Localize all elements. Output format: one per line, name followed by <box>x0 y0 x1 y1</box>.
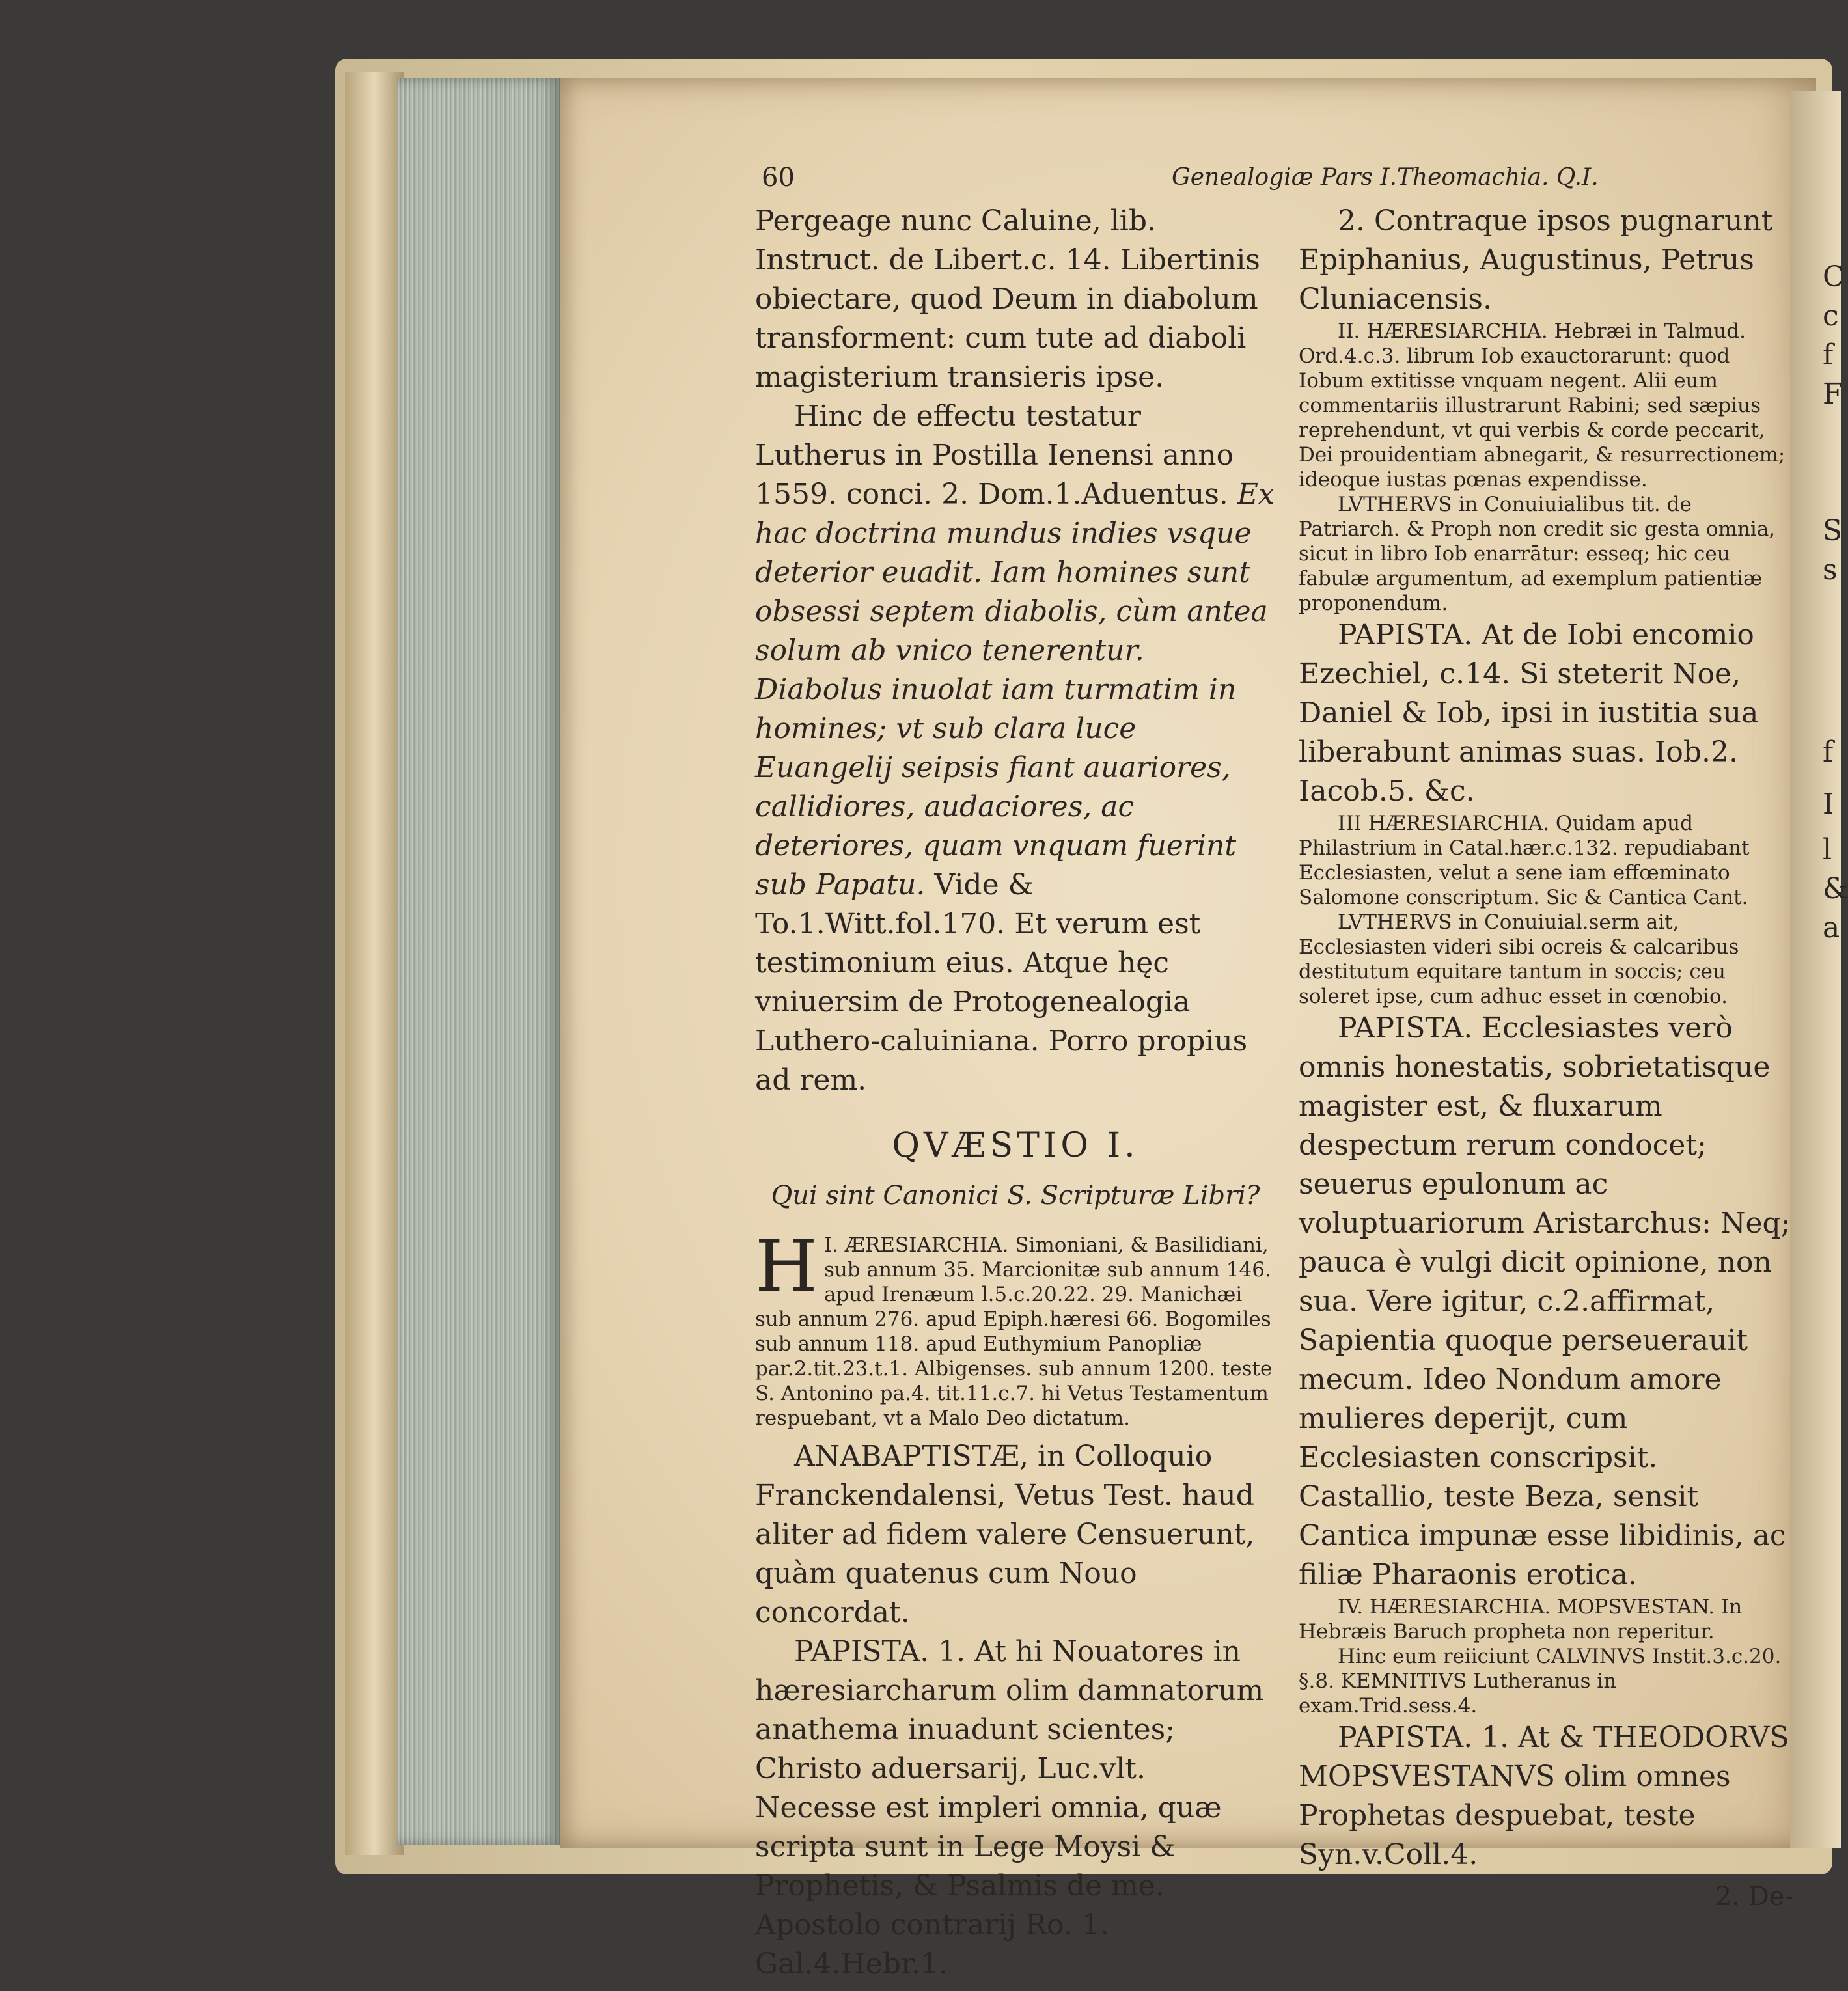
item-paragraph <box>755 1224 1276 1431</box>
next-page-fragment: & <box>1823 872 1848 905</box>
paragraph: LVTHERVS in Conuiuialibus tit. de Patriarch. & Proph non credit sic gesta omnia, sicut in libro Iob enarrātur: esseq; hic ceu fabulæ argumentum, ad exemplum patientiæ proponendum. <box>1299 493 1776 615</box>
running-title: Genealogiæ Pars I.Theomachia. Q.I. <box>1172 164 1599 191</box>
next-page-fragment: I <box>1823 788 1834 821</box>
item-number: I. <box>823 1233 839 1257</box>
paragraph: ANABAPTISTÆ, in Colloquio Franckendalensi, Vetus Test. haud aliter ad fidem valere Censuerunt, quàm quatenus cum Nouo concordat. <box>755 1440 1255 1629</box>
question-subheading: Qui sint Canonici S. Scripturæ Libri? <box>771 1181 1260 1211</box>
next-page-fragment: f <box>1823 338 1834 372</box>
catchword: 2. De- <box>1715 1882 1793 1912</box>
page-number: 60 <box>762 163 795 193</box>
next-page-fragment: l <box>1823 833 1832 866</box>
paragraph <box>755 397 1276 1100</box>
next-page-fragment: S <box>1823 514 1843 547</box>
next-page-fragment: F <box>1823 378 1843 411</box>
item-text: ÆRESIARCHIA. Simoniani, & Basilidiani, sub annum 35. Marcionitæ sub annum 146. apud Irenæum l.5.c.20.22. 29. Manichæi sub annum 276. apud Epiph.hæresi 66. Bogomiles sub annum 118. apud Euthymium Panopliæ par.2.tit.23.t.1. Albigenses. sub annum 1200. teste S. Antonino pa.4. tit.11.c.7. hi Vetus Testamentum respuebant, vt a Malo Deo dictatum. <box>755 1233 1273 1430</box>
drop-capital: H <box>755 1224 818 1308</box>
paragraph: IV. HÆRESIARCHIA. MOPSVESTAN. In Hebræis Baruch propheta non reperitur. <box>1299 1595 1743 1643</box>
paragraph: II. HÆRESIARCHIA. Hebræi in Talmud. Ord.4.c.3. librum Iob exauctorarunt: quod Iobum extitisse vnquam negent. Alii eum commentariis illustrarunt Rabini; sed sæpius reprehendunt, vt qui verbis & corde peccarit, Dei prouidentiam abnegarit, & resurrectionem; ideoque iustas pœnas expendisse. <box>1299 320 1786 491</box>
paragraph: Pergeage nunc Caluine, lib. Instruct. de Libert.c. 14. Libertinis obiectare, quod Deum in diabolum transforment: cum tute ad diaboli magisterium transieris ipse. <box>755 204 1260 394</box>
next-page-fragment: s <box>1823 553 1838 586</box>
question-heading: QVÆSTIO I. <box>892 1126 1139 1165</box>
right-column <box>1299 202 1793 1916</box>
paragraph: PAPISTA. 1. At hi Nouatores in hæresiarcharum olim damnatorum anathema inuadunt scientes; Christo aduersarij, Luc.vlt. Necesse est impleri omnia, quæ scripta sunt in Lege Moysi & Prophetis, & Psalmis de me. Apostolo contrarij Ro. 1. Gal.4.Hebr.1. <box>755 1635 1264 1981</box>
next-page-fragment: a <box>1823 911 1840 944</box>
paragraph: LVTHERVS in Conuiuial.serm ait, Ecclesiasten videri sibi ocreis & calcaribus destitutum equitare tantum in soccis; ceu soleret ipse, cum adhuc esset in cœnobio. <box>1299 911 1739 1008</box>
text-span: Vide & To.1.Witt.fol.170. Et verum est testimonium eius. Atque hęc vniuersim de Protogenealogia Luthero-caluiniana. Porro propius ad rem. <box>755 868 1248 1097</box>
next-page-fragment: C <box>1823 260 1845 294</box>
next-page-edge <box>1790 91 1841 1848</box>
book-spine-edge <box>345 72 404 1855</box>
paragraph: III HÆRESIARCHIA. Quidam apud Philastrium in Catal.hær.c.132. repudiabant Ecclesiasten, velut a sene iam effœminato Salomone conscriptum. Sic & Cantica Cant. <box>1299 812 1750 909</box>
next-page-fragment: f <box>1823 735 1834 769</box>
paragraph: PAPISTA. Ecclesiastes verò omnis honestatis, sobrietatisque magister est, & fluxarum despectum rerum condocet; seuerus epulonum ac voluptuariorum Aristarchus: Neq; pauca è vulgi dicit opinione, non sua. Vere igitur, c.2.affirmat, Sapientia quoque perseuerauit mecum. Ideo Nondum amore mulieres deperijt, cum Ecclesiasten conscripsit. Castallio, teste Beza, sensit Cantica impunæ esse libidinis, ac filiæ Pharaonis erotica. <box>1299 1011 1791 1591</box>
page-stack-edge <box>397 78 560 1845</box>
next-page-fragment: c <box>1823 299 1839 333</box>
paragraph: PAPISTA. At de Iobi encomio Ezechiel, c.14. Si steterit Noe, Daniel & Iob, ipsi in iustitia sua liberabunt animas suas. Iob.2. Iacob.5. &c. <box>1299 618 1759 808</box>
paragraph: PAPISTA. 1. At & THEODORVS MOPSVESTANVS olim omnes Prophetas despuebat, teste Syn.v.Coll.4. <box>1299 1721 1789 1871</box>
italic-quotation: Ex hac doctrina mundus indies vsque deterior euadit. Iam homines sunt obsessi septem diabolis, cùm antea solum ab vnico tenerentur. Diabolus inuolat iam turmatim in homines; vt sub clara luce Euangelij seipsis fiant auariores, callidiores, audaciores, ac deteriores, quam vnquam fuerint sub Papatu. <box>755 478 1275 901</box>
text-span: Hinc de effectu testatur Lutherus in Postilla Ienensi anno 1559. conci. 2. Dom.1.Aduentus. <box>755 400 1234 511</box>
paragraph: 2. Contraque ipsos pugnarunt Epiphanius, Augustinus, Petrus Cluniacensis. <box>1299 204 1773 316</box>
left-column <box>755 202 1276 1984</box>
paragraph: Hinc eum reiiciunt CALVINVS Instit.3.c.20. §.8. KEMNITIVS Lutheranus in exam.Trid.sess.4. <box>1299 1645 1782 1718</box>
